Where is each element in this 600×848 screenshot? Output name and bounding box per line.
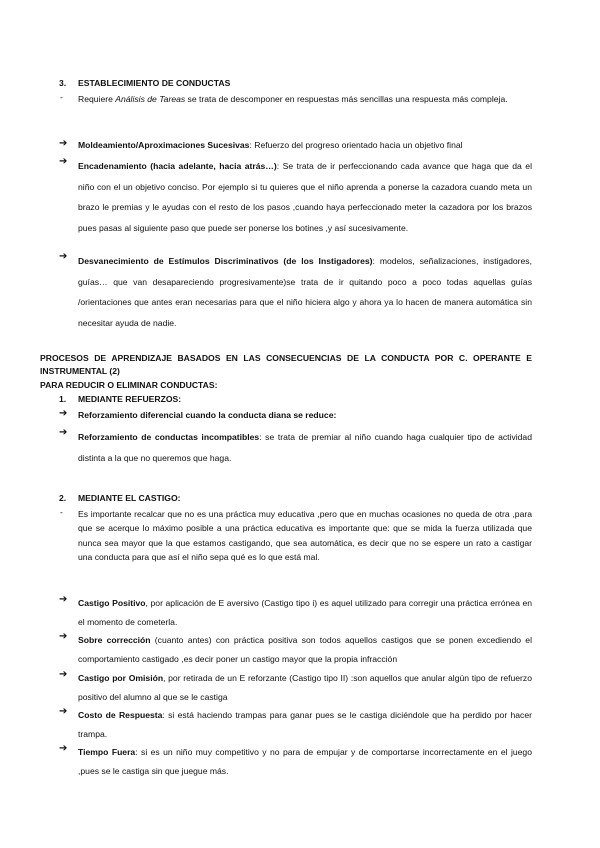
item-title: Tiempo Fuera: [78, 747, 136, 757]
list-item: [78, 156, 532, 238]
item-text: , por aplicación de E aversivo (Castigo tipo i) es aquel utilizado para corregir una práctica errónea en el momento de cometerla.: [78, 598, 533, 627]
section-2-intro: Es importante recalcar que no es una práctica muy educativa ,pero que en muchas ocasiones no queda de otra ,para que se acerque lo máximo posible a una práctica educativa es importante que: que se mida la fuerza utilizada que nunca sea mayor que la que estamos castigando, que sea automática, es decir que no se espere un rato a castigar una conducta para que así el niño sepa qué es lo que está mal.: [78, 509, 532, 562]
arrow-icon: ➔: [59, 706, 68, 717]
item-title: Encadenamiento (hacia adelante, hacia atrás…): [78, 161, 277, 171]
list-item: [78, 251, 532, 333]
item-text: : si es un niño muy competitivo y no para de empujar y de comportarse incorrectamente en el juego ,pues se le castiga sin que juegue más.: [78, 747, 532, 776]
list-item: [78, 427, 532, 468]
section-3-number: 3.: [59, 78, 67, 88]
arrow-icon: ➔: [59, 427, 68, 438]
item-title: Sobre corrección: [78, 635, 151, 645]
item-title: Desvanecimiento de Estímulos Discriminativos (de los Instigadores): [78, 256, 373, 266]
arrow-icon: ➔: [59, 669, 68, 680]
section-3-dash: -: [60, 92, 63, 102]
arrow-icon: ➔: [59, 743, 68, 754]
item-title: Reforzamiento diferencial cuando la conducta diana se reduce:: [78, 410, 337, 420]
section-3-intro: [78, 92, 532, 106]
arrow-icon: ➔: [59, 631, 68, 642]
item-text: : Se trata de ir perfeccionando cada avance que haga que da el niño con el un objetivo conciso. Por ejemplo si tu quieres que el niño aprenda a ponerse la cazadora cuando meta un brazo le premias y le ayudas con el resto de los pasos ,cuando haya perfeccionado meter la cazadora por los brazos pues pasas al siguiente paso que puede ser ponerse los botines ,y así sucesivamente.: [78, 161, 532, 233]
intro-text-a: Requiere: [78, 94, 116, 104]
arrow-icon: ➔: [59, 251, 68, 262]
processes-subtitle: PARA REDUCIR O ELIMINAR CONDUCTAS:: [40, 380, 218, 390]
arrow-icon: ➔: [59, 138, 68, 149]
intro-text-b: se trata de descomponer en respuestas más sencillas una respuesta más compleja.: [185, 94, 508, 104]
section-2-heading: MEDIANTE EL CASTIGO:: [78, 493, 181, 503]
section-3-heading: ESTABLECIMIENTO DE CONDUCTAS: [78, 78, 231, 88]
list-item: [78, 138, 532, 152]
list-item: [78, 706, 532, 744]
section-2-number: 2.: [59, 493, 67, 503]
item-title: Castigo Positivo: [78, 598, 146, 608]
section-2-dash: -: [60, 507, 63, 517]
item-text: : se trata de premiar al niño cuando haga cualquier tipo de actividad distinta a la que no queremos que haga.: [78, 432, 532, 463]
arrow-icon: ➔: [59, 594, 68, 605]
item-text: : modelos, señalizaciones, instigadores, guías… que van desapareciendo progresivamente)se trata de ir quitando poco a poco todas aquellas guías /orientaciones que antes eran necesarias para que el niño hiciera algo y ahora ya lo hacen de manera automática sin necesitar ayuda de nadie.: [78, 256, 532, 328]
processes-title: PROCESOS DE APRENDIZAJE BASADOS EN LAS CONSECUENCIAS DE LA CONDUCTA POR C. OPERANTE E INSTRUMENTAL (2): [40, 353, 532, 376]
item-title: Castigo por Omisión: [78, 673, 164, 683]
arrow-icon: ➔: [59, 408, 68, 419]
list-item: [78, 631, 532, 669]
list-item: [78, 669, 532, 707]
item-text: (cuanto antes) con práctica positiva son todos aquellos castigos que se ponen excediendo el comportamiento castigado ,es decir poner un castigo mayor que la propia infracción: [78, 635, 532, 664]
section-1-number: 1.: [59, 394, 67, 404]
item-text: : Refuerzo del progreso orientado hacia un objetivo final: [249, 140, 463, 150]
item-text: : si está haciendo trampas para ganar pues se le castiga diciéndole que ha perdido por hacer trampa.: [78, 710, 532, 739]
item-title: Moldeamiento/Aproximaciones Sucesivas: [78, 140, 250, 150]
item-text: , por retirada de un E reforzante (Castigo tipo II) :son aquellos que anular algún tipo de refuerzo positivo del alumno al que se le castiga: [78, 673, 532, 702]
list-item: [78, 743, 532, 781]
list-item: [78, 408, 532, 422]
intro-italic: Análisis de Tareas: [115, 94, 186, 104]
list-item: [78, 594, 532, 632]
item-title: Costo de Respuesta: [78, 710, 163, 720]
section-1-heading: MEDIANTE REFUERZOS:: [78, 394, 182, 404]
item-title: Reforzamiento de conductas incompatibles: [78, 432, 260, 442]
arrow-icon: ➔: [59, 156, 68, 167]
